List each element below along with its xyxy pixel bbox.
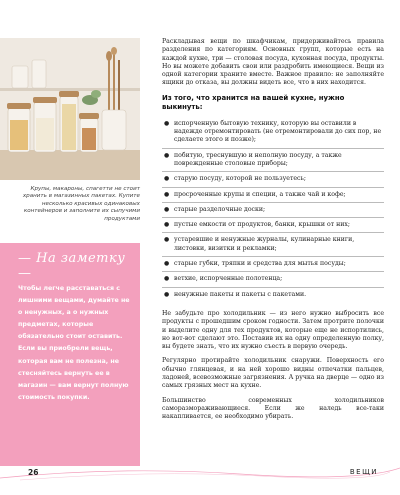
list-item: ● ненужные пакеты и пакеты с пакетами. — [164, 290, 307, 298]
bullet-icon: ● — [164, 221, 170, 229]
kitchen-storage-photo — [0, 38, 140, 180]
fridge-outside-paragraph: Регулярно протирайте холодильник снаружи. Поверхность его обычно глянцевая, и на ней хорошо видны отпечатки пальцев, ладоней, всевозможные загрязнения. А ручка на дверце — одно из самых грязных мест на кухне. — [162, 357, 384, 390]
bullet-icon: ● — [164, 119, 170, 127]
bullet-icon: ● — [164, 205, 170, 213]
bullet-icon: ● — [164, 260, 170, 268]
bullet-icon: ● — [164, 236, 170, 244]
intro-paragraph: Раскладывая вещи по шкафчикам, придерживайтесь правила разделения по категориям. Основных групп, которые есть на каждой кухне, три — столовая посуда, кухонная посуда, продукты. Но вы можете добавить свои или раздробить имеющиеся. Вещи из одной категории храните вместе. Важное правило: не заполняйте ящики до отказа, вы должны видеть все, что в них находится. — [162, 38, 384, 87]
list-item: ● испорченную бытовую технику, которую вы оставили в надежде отремонтировать (не отремонтировали до сих пор, не сделаете этого и позже); — [162, 117, 384, 149]
note-title-dash-left: — — [18, 251, 32, 266]
bullet-icon: ● — [164, 190, 170, 198]
jar-pasta — [7, 103, 31, 152]
list-item: ● устаревшие и ненужные журналы, кулинарные книги, листовки, визитки и рекламки; — [162, 233, 384, 257]
list-item: ● старые губки, тряпки и средства для мытья посуды; — [162, 257, 384, 272]
note-text: Чтобы легче расставаться с лишними вещами, думайте не о ненужных, а о нужных предметах, которые обязательно стоит оставить. Если вы приобрели вещь, которая вам не полезна, не стесняйтесь вернуть ее в магазин — вам вернут полную стоимость покупки. — [18, 285, 130, 401]
photo-caption: Крупы, макароны, спагетти не стоит хранить в магазинных пакетах. Купите несколько красивых одинаковых контейнеров и заполните их сыпучими продуктами — [22, 186, 140, 222]
note-title — [18, 251, 140, 281]
throw-away-heading: Из того, что хранится на вашей кухне, нужно выкинуть: — [162, 93, 345, 111]
footer-decor-line — [0, 464, 400, 484]
jar-beans — [79, 113, 99, 152]
list-item: ● пустые емкости от продуктов, банки, крышки от них; — [162, 218, 384, 233]
kitchen-jars-illustration — [0, 38, 140, 180]
page-number: 26 — [28, 468, 39, 477]
list-item: ● старую посуду, которой не пользуетесь; — [162, 172, 384, 187]
bullet-icon: ● — [164, 275, 170, 283]
list-item: ● побитую, треснувшую и неполную посуду, а также поврежденные столовые приборы; — [162, 149, 384, 173]
section-label: ВЕЩИ — [349, 468, 378, 476]
jar-spaghetti — [59, 91, 79, 152]
bullet-icon: ● — [164, 290, 170, 298]
bullet-icon: ● — [164, 175, 170, 183]
defrost-paragraph: Большинство современных холодильников саморазмораживающиеся. Если же наледь все-таки накапливается, ее необходимо убирать. — [162, 396, 384, 421]
note-box — [0, 243, 140, 466]
list-item: ● ветхие, испорченные полотенца; — [162, 272, 384, 287]
list-item: ● старые разделочные доски; — [162, 203, 384, 218]
main-column — [162, 38, 384, 428]
list-item: ● просроченные крупы и специи, а также чай и кофе; — [162, 188, 384, 203]
jar-rice — [33, 97, 57, 152]
note-title-text: На заметку — [36, 251, 126, 266]
throw-away-list — [162, 117, 384, 302]
bullet-icon: ● — [164, 151, 170, 159]
note-title-dash-right: — — [18, 266, 32, 281]
fridge-paragraph: Не забудьте про холодильник — из него нужно выбросить все продукты с прошедшим сроком годности. Затем протрите полочки и выделите одну для тех продуктов, которые еще не испортились, но вот-вот сделают это. Поставив их на одну определенную полку, вы будете знать, что их нужно съесть в первую очередь. — [162, 309, 384, 351]
